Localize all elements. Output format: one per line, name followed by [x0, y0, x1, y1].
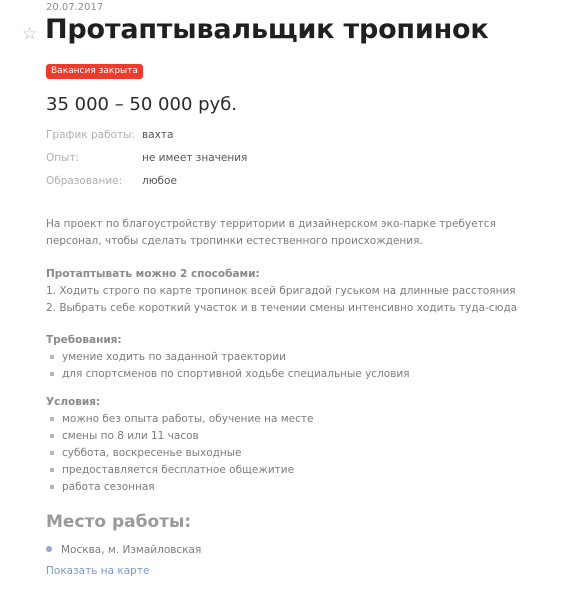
list-item-text: предоставляется бесплатное общежитие — [62, 464, 295, 476]
status-badge: Вакансия закрыта — [46, 64, 143, 79]
metro-dot-icon — [46, 546, 52, 552]
address-text: Москва, м. Измайловская — [61, 544, 202, 556]
salary: 35 000 – 50 000 руб. — [46, 94, 238, 115]
publish-date: 20.07.2017 — [46, 2, 104, 13]
list-item — [46, 445, 313, 462]
list-item-text: для спортсменов по спортивной ходьбе специальные условия — [62, 368, 410, 380]
bullet-icon — [50, 485, 54, 489]
list-item — [46, 349, 410, 366]
bullet-icon — [50, 355, 54, 359]
ways-section — [46, 266, 556, 317]
ways-item: 1. Ходить строго по карте тропинок всей бригадой гуськом на длинные расстояния — [46, 285, 516, 297]
requirements-section — [46, 332, 410, 383]
list-item — [46, 411, 313, 428]
list-item — [46, 479, 313, 496]
list-item-text: смены по 8 или 11 часов — [62, 430, 199, 442]
bullet-icon — [50, 468, 54, 472]
list-item-text: можно без опыта работы, обучение на месте — [62, 413, 314, 425]
list-item-text: работа сезонная — [62, 481, 155, 493]
description-intro: На проект по благоустройству территории в дизайнерском эко-парке требуется персонал, чтобы сделать тропинки естественного происхождения. — [46, 218, 496, 247]
workplace-title: Место работы: — [46, 512, 192, 532]
star-outline-icon[interactable]: ☆ — [22, 24, 38, 44]
list-item-text: суббота, воскресенье выходные — [62, 447, 242, 459]
param-row-schedule — [46, 129, 247, 152]
param-row-experience — [46, 152, 247, 175]
show-on-map-link[interactable]: Показать на карте — [46, 565, 150, 577]
param-row-education — [46, 175, 247, 198]
bullet-icon — [50, 451, 54, 455]
requirements-title: Требования: — [46, 334, 122, 346]
conditions-list — [46, 411, 313, 496]
bullet-icon — [50, 372, 54, 376]
param-value: не имеет значения — [142, 152, 248, 164]
ways-item: 2. Выбрать себе короткий участок и в течении смены интенсивно ходить туда-сюда — [46, 302, 518, 314]
param-label: Образование: — [46, 175, 123, 187]
param-value: вахта — [142, 129, 174, 141]
conditions-section — [46, 394, 313, 496]
ways-title: Протаптывать можно 2 способами: — [46, 268, 260, 280]
bullet-icon — [50, 434, 54, 438]
list-item — [46, 428, 313, 445]
conditions-title: Условия: — [46, 396, 101, 408]
list-item — [46, 366, 410, 383]
param-value: любое — [142, 175, 177, 187]
requirements-list — [46, 349, 410, 383]
list-item — [46, 462, 313, 479]
param-label: Опыт: — [46, 152, 80, 164]
param-label: График работы: — [46, 129, 135, 141]
page-title: Протаптывальщик тропинок — [45, 14, 489, 45]
vacancy-params — [46, 129, 247, 198]
workplace-address — [46, 544, 201, 556]
bullet-icon — [50, 417, 54, 421]
list-item-text: умение ходить по заданной траектории — [62, 351, 286, 363]
